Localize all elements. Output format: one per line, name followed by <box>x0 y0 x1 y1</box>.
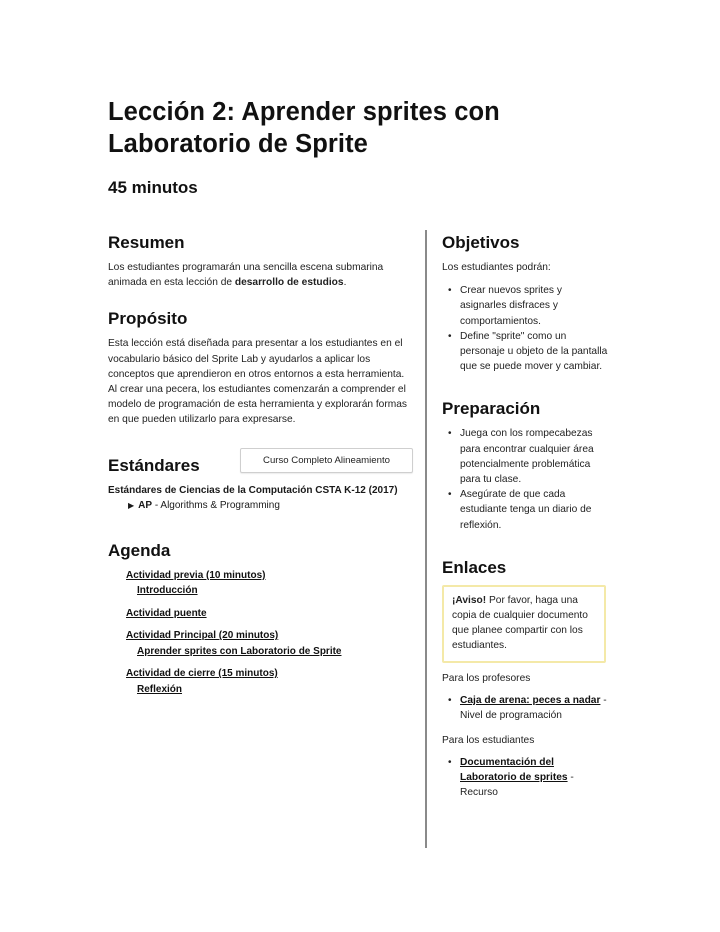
proposito-heading: Propósito <box>108 309 188 329</box>
sidebar-column <box>442 232 610 815</box>
agenda-link-aprender-sprites[interactable]: Aprender sprites con Laboratorio de Sprite <box>137 645 342 657</box>
enlaces-section <box>442 557 610 801</box>
proposito-section <box>108 308 413 427</box>
main-column <box>108 232 413 704</box>
agenda-group <box>126 606 413 622</box>
proposito-text: Esta lección está diseñada para presentar a los estudiantes en el vocabulario básico del Sprite Lab y ayudarlos a aplicar los conceptos que aprendieron en otros entornos a esta herramienta. Al crear una pecera, los estudiantes comenzarán a comprender el modelo de programación de esta herramienta y explorarán formas en que pueden utilizarlo para expresarse. <box>108 338 407 426</box>
link-caja-de-arena[interactable]: Caja de arena: peces a nadar <box>460 694 601 706</box>
agenda-list <box>126 568 413 698</box>
preparacion-section <box>442 398 610 532</box>
estandares-section <box>108 448 413 514</box>
preparacion-list <box>448 426 610 532</box>
agenda-section <box>108 540 413 698</box>
callout-text: Por favor, haga una copia de cualquier documento que planee compartir con los estudiantes. <box>452 594 588 652</box>
objetivos-heading: Objetivos <box>442 233 520 252</box>
preparacion-item: • Juega con los rompecabezas para encontrar cualquier área potencialmente problemática para tu clase. <box>448 426 610 487</box>
standards-framework: Estándares de Ciencias de la Computación CSTA K-12 (2017) <box>108 484 398 496</box>
resumen-text-bold: desarrollo de estudios <box>234 277 344 289</box>
agenda-heading: Agenda <box>108 540 171 560</box>
resumen-section <box>108 232 413 290</box>
estandares-header <box>108 448 413 477</box>
objetivo-item: • Crear nuevos sprites y asignarles disfraces y comportamientos. <box>448 283 610 329</box>
resumen-text <box>108 260 413 290</box>
enlaces-heading: Enlaces <box>442 557 507 577</box>
expand-triangle-icon[interactable]: ▶ <box>128 500 135 510</box>
teachers-label: Para los profesores <box>442 672 531 684</box>
student-link-item <box>448 755 610 801</box>
teachers-links <box>448 693 610 723</box>
agenda-link-actividad-puente[interactable]: Actividad puente <box>126 607 207 619</box>
agenda-link-actividad-cierre[interactable]: Actividad de cierre (15 minutos) <box>126 668 278 680</box>
agenda-link-actividad-previa[interactable]: Actividad previa (10 minutos) <box>126 569 266 581</box>
standard-item-ap[interactable] <box>128 498 413 514</box>
lesson-duration: 45 minutos <box>108 178 198 197</box>
agenda-group <box>126 666 413 697</box>
preparacion-item: • Asegúrate de que cada estudiante tenga un diario de reflexión. <box>448 487 610 533</box>
standard-description: - Algorithms & Programming <box>152 499 280 511</box>
objetivos-section <box>442 232 610 374</box>
objetivos-list <box>448 283 610 374</box>
agenda-link-actividad-principal[interactable]: Actividad Principal (20 minutos) <box>126 630 279 642</box>
preparacion-heading: Preparación <box>442 399 541 419</box>
link-documentacion-sprites[interactable]: Documentación del Laboratorio de sprites <box>460 757 568 784</box>
page-title: Lección 2: Aprender sprites con Laboratorio de Sprite <box>108 98 500 158</box>
agenda-group <box>126 568 413 599</box>
resumen-text-end: . <box>343 277 347 289</box>
callout-title: ¡Aviso! <box>452 594 487 606</box>
objetivo-item: • Define "sprite" como un personaje u objeto de la pantalla que se puede mover y cambiar. <box>448 329 610 375</box>
students-label: Para los estudiantes <box>442 735 535 747</box>
students-links <box>448 755 610 801</box>
link-suffix: - Recurso <box>460 772 574 799</box>
agenda-link-introduccion[interactable]: Introducción <box>137 585 198 597</box>
resumen-text-part: Los estudiantes programarán una sencilla escena submarina animada en esta lección de <box>108 262 384 289</box>
objetivos-intro: Los estudiantes podrán: <box>442 262 551 273</box>
agenda-group <box>126 628 413 659</box>
link-suffix: - Nivel de programación <box>460 694 607 721</box>
resumen-heading: Resumen <box>108 233 185 252</box>
standard-code: AP <box>138 499 153 511</box>
estandares-heading: Estándares <box>108 455 200 475</box>
column-divider <box>425 230 427 848</box>
agenda-link-reflexion[interactable]: Reflexión <box>137 683 183 695</box>
warning-callout <box>442 585 606 663</box>
full-course-alignment-button[interactable]: Curso Completo Alineamiento <box>240 448 413 473</box>
teacher-link-item <box>448 693 610 723</box>
